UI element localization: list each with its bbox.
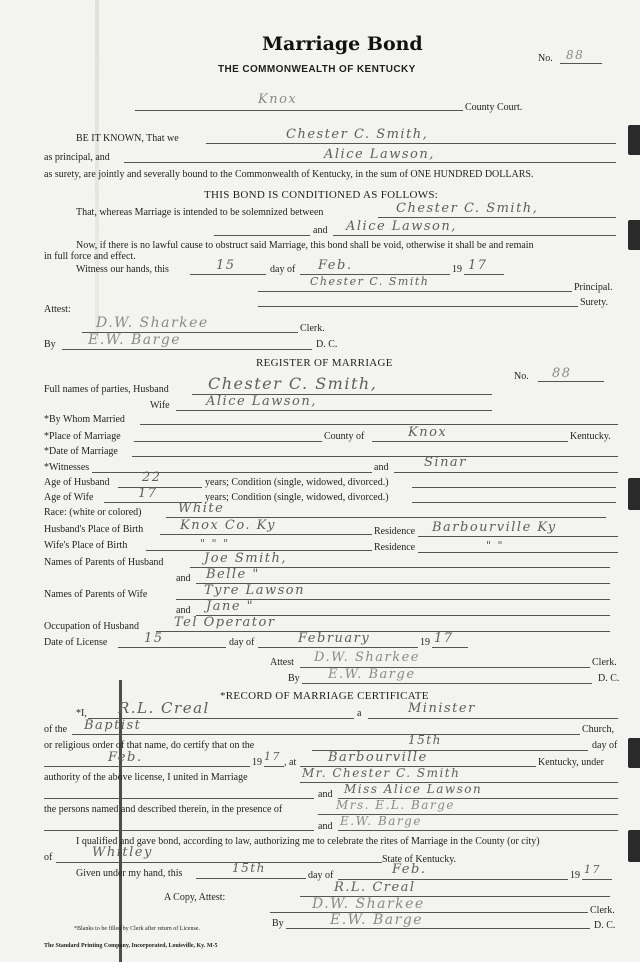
husband-parents-and-label: and: [176, 573, 191, 584]
deputy-clerk-signature: E.W. Barge: [88, 332, 182, 348]
wife-birthplace-label: Wife's Place of Birth: [44, 540, 128, 551]
surety-label: Surety.: [580, 297, 608, 308]
clerk-signature: D.W. Sharkee: [96, 315, 209, 331]
husband-birthplace-label: Husband's Place of Birth: [44, 524, 144, 535]
certificate-witness-one: Mrs. E.L. Barge: [336, 798, 455, 812]
register-number-label: No.: [514, 371, 529, 382]
license-day-of-label: day of: [229, 637, 255, 648]
wife-residence-label: Residence: [374, 542, 416, 553]
be-it-known-text: BE IT KNOWN, That we: [76, 133, 179, 144]
copy-by-signature: E.W. Barge: [330, 912, 424, 928]
wife-parents-and-label: and: [176, 605, 191, 616]
church-name: Baptist: [84, 718, 142, 733]
minister-title: Minister: [408, 701, 476, 716]
given-day: 15th: [232, 861, 266, 875]
husband-residence-label: Residence: [374, 526, 416, 537]
certificate-heading: *RECORD OF MARRIAGE CERTIFICATE: [220, 690, 429, 702]
clerk-label: Clerk.: [300, 323, 325, 334]
occupation-label: Occupation of Husband: [44, 621, 139, 632]
binder-tab: [628, 125, 640, 155]
license-day: 15: [144, 631, 164, 646]
witness-hands-text: Witness our hands, this: [76, 264, 169, 275]
kentucky-label: Kentucky.: [570, 431, 611, 442]
husband-father-name: Joe Smith,: [204, 551, 287, 566]
register-by-label: By: [288, 673, 300, 684]
copy-attest-label: A Copy, Attest:: [164, 892, 226, 903]
certificate-year: 17: [264, 750, 281, 763]
given-month: Feb.: [392, 862, 427, 877]
witness-two-name: Sinar: [424, 455, 467, 470]
marriage-county: Knox: [408, 425, 448, 440]
bond-number: 88: [566, 48, 585, 62]
lawful-cause-text-2: in full force and effect.: [44, 251, 136, 262]
day-of-label: day of: [270, 264, 296, 275]
groom-name: Mr. Chester C. Smith: [302, 766, 461, 780]
age-of-husband-label: Age of Husband: [44, 477, 110, 488]
certificate-a-label: a: [357, 708, 362, 719]
register-by-signature: E.W. Barge: [328, 667, 416, 682]
printer-imprint: The Standard Printing Company, Incorporated, Louisville, Ky. M-5: [44, 943, 218, 949]
principal-name: Chester C. Smith,: [286, 127, 429, 142]
bride-name: Miss Alice Lawson: [344, 782, 483, 796]
party-two-name: Alice Lawson,: [346, 219, 457, 234]
binder-tab: [628, 830, 640, 862]
certificate-day-of-label: day of: [592, 740, 618, 751]
and-text: and: [313, 225, 328, 236]
license-month: February: [298, 631, 371, 646]
witnesses-and-label: and: [374, 462, 389, 473]
wife-mother-name: Jane ": [206, 599, 255, 614]
wife-birthplace: " " ": [200, 537, 230, 550]
footnote: *Blanks to be filled by Clerk after return of License.: [74, 926, 200, 932]
as-principal-text: as principal, and: [44, 152, 110, 163]
register-attest-signature: D.W. Sharkee: [314, 650, 420, 665]
witnesses-label: *Witnesses: [44, 462, 90, 473]
qualified-text: I qualified and gave bond, according to law, authorizing me to celebrate the rites of Marriage in the County (or city): [76, 836, 540, 847]
kentucky-under-label: Kentucky, under: [538, 757, 604, 768]
age-of-wife-label: Age of Wife: [44, 492, 94, 503]
minister-name: R.L. Creal: [118, 699, 210, 717]
husband-name: Chester C. Smith,: [208, 374, 378, 393]
given-year-prefix: 19: [570, 870, 580, 881]
given-day-of-label: day of: [308, 870, 334, 881]
lawful-cause-text-1: Now, if there is no lawful cause to obstruct said Marriage, this bond shall be void, otherwise it shall be and remain: [76, 240, 534, 251]
place-of-marriage-label: *Place of Marriage: [44, 431, 121, 442]
certificate-i-label: *I,: [76, 708, 87, 719]
given-under-hand-text: Given under my hand, this: [76, 868, 183, 879]
parents-of-husband-label: Names of Parents of Husband: [44, 557, 164, 568]
state-of-kentucky-label: State of Kentucky.: [382, 854, 457, 865]
race-label: Race: (white or colored): [44, 507, 142, 518]
qualified-county: Whitley: [92, 845, 153, 860]
certificate-witness-two: E.W. Barge: [340, 814, 422, 828]
surety-name: Alice Lawson,: [324, 147, 435, 162]
husband-occupation: Tel Operator: [174, 615, 276, 630]
marriage-place: Barbourville: [328, 750, 428, 765]
husband-condition-label: years; Condition (single, widowed, divorced.): [205, 477, 389, 488]
full-names-label: Full names of parties, Husband: [44, 384, 169, 395]
date-of-marriage-label: *Date of Marriage: [44, 446, 118, 457]
copy-dc-label: D. C.: [594, 920, 616, 931]
license-year-prefix: 19: [420, 637, 430, 648]
church-label: Church,: [582, 724, 614, 735]
register-attest-label: Attest: [270, 657, 294, 668]
wife-father-name: Tyre Lawson: [204, 583, 305, 598]
register-clerk-label: Clerk.: [592, 657, 617, 668]
of-the-label: of the: [44, 724, 68, 735]
copy-clerk-label: Clerk.: [590, 905, 615, 916]
register-number: 88: [552, 366, 572, 381]
document-title: Marriage Bond: [262, 33, 423, 55]
certificate-and-label: and: [318, 789, 333, 800]
by-label: By: [44, 339, 56, 350]
certificate-witness-and-label: and: [318, 821, 333, 832]
principal-signature: Chester C. Smith: [310, 275, 430, 288]
principal-label: Principal.: [574, 282, 613, 293]
certificate-day: 15th: [408, 733, 442, 747]
husband-mother-name: Belle ": [206, 567, 260, 582]
bond-number-label: No.: [538, 53, 553, 64]
presence-text: the persons named and described therein, in the presence of: [44, 804, 283, 815]
county-court-name: Knox: [258, 92, 298, 107]
date-of-license-label: Date of License: [44, 637, 108, 648]
county-of-label: County of: [324, 431, 365, 442]
given-year: 17: [584, 863, 601, 876]
race-value: White: [178, 501, 225, 516]
wife-condition-label: years; Condition (single, widowed, divorced.): [205, 492, 389, 503]
wife-name: Alice Lawson,: [206, 394, 317, 409]
deputy-clerk-label: D. C.: [316, 339, 338, 350]
age-of-wife: 17: [138, 486, 158, 501]
certificate-at-label: , at: [284, 757, 297, 768]
husband-birthplace: Knox Co. Ky: [180, 518, 276, 533]
document-subtitle: THE COMMONWEALTH OF KENTUCKY: [218, 64, 416, 75]
husband-residence: Barbourville Ky: [432, 520, 557, 535]
copy-clerk-signature: D.W. Sharkee: [312, 896, 425, 912]
religious-order-text: or religious order of that name, do certify that on the: [44, 740, 255, 751]
witness-year-prefix: 19: [452, 264, 462, 275]
license-year: 17: [434, 631, 454, 646]
age-of-husband: 22: [142, 470, 162, 485]
certificate-year-prefix: 19: [252, 757, 262, 768]
county-court-label: County Court.: [465, 102, 523, 113]
authority-text: authority of the above license, I united in Marriage: [44, 772, 248, 783]
conditioned-heading: THIS BOND IS CONDITIONED AS FOLLOWS:: [204, 189, 439, 201]
bound-text: as surety, are jointly and severally bound to the Commonwealth of Kentucky, in the sum of ONE HUNDRED DOLLARS.: [44, 169, 534, 180]
wife-residence: " ": [486, 539, 505, 552]
wife-label: Wife: [150, 400, 170, 411]
of-county-label: of: [44, 852, 53, 863]
binder-tab: [628, 220, 640, 250]
minister-signature: R.L. Creal: [334, 880, 416, 895]
certificate-month: Feb.: [108, 750, 143, 765]
witness-day: 15: [216, 258, 236, 273]
witness-month: Feb.: [318, 258, 353, 273]
party-one-name: Chester C. Smith,: [396, 201, 539, 216]
witness-year: 17: [468, 258, 488, 273]
by-whom-label: *By Whom Married: [44, 414, 125, 425]
binder-tab: [628, 478, 640, 510]
attest-label: Attest:: [44, 304, 71, 315]
register-dc-label: D. C.: [598, 673, 620, 684]
register-heading: REGISTER OF MARRIAGE: [256, 357, 393, 369]
copy-by-label: By: [272, 918, 284, 929]
whereas-text: That, whereas Marriage is intended to be solemnized between: [76, 207, 324, 218]
parents-of-wife-label: Names of Parents of Wife: [44, 589, 148, 600]
binder-tab: [628, 738, 640, 768]
